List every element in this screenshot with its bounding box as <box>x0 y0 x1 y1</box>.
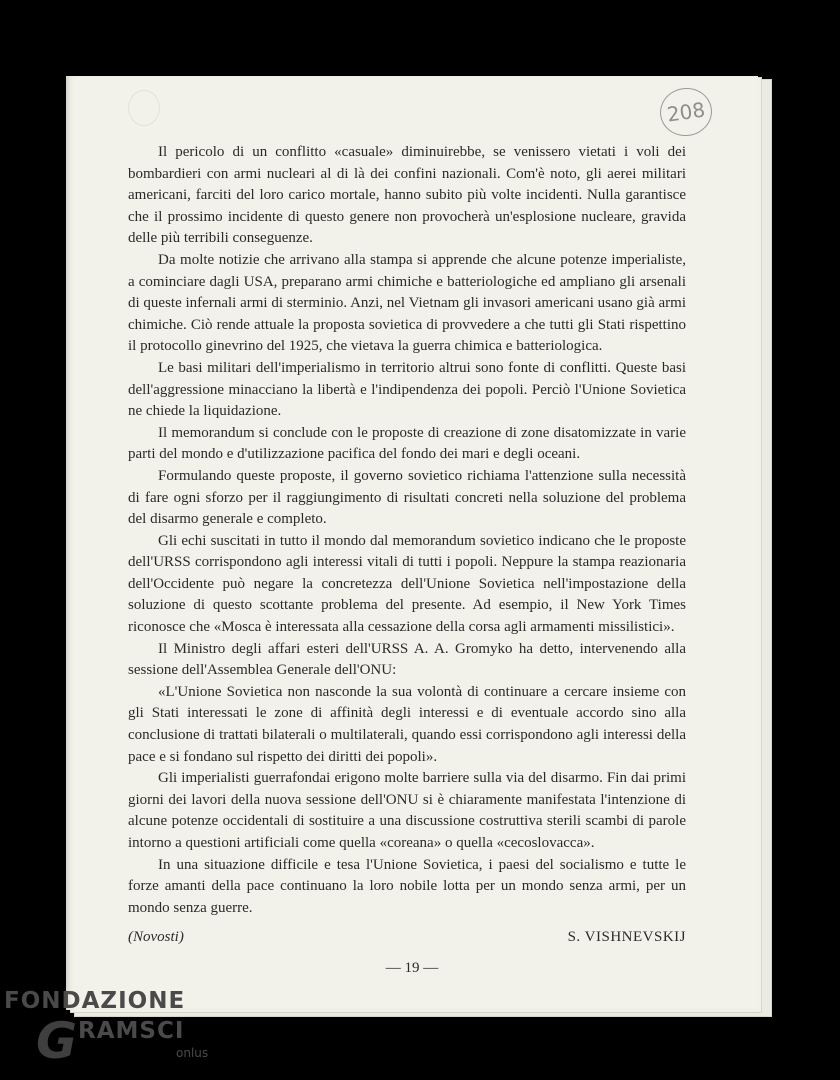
handwritten-page-number-text: 208 <box>665 97 707 127</box>
paragraph: In una situazione difficile e tesa l'Unione Sovietica, i paesi del socialismo e tutte le forze amanti della pace continuano la loro nobile lotta per un mondo senza armi, per un mondo senza guerre. <box>128 856 686 916</box>
watermark-line-1: FONDAZIONE <box>4 988 186 1014</box>
page-folio: — 19 — <box>385 960 439 976</box>
faint-stamp-mark <box>128 90 160 126</box>
fondazione-gramsci-watermark <box>4 988 234 1068</box>
paragraph: Da molte notizie che arrivano alla stampa si apprende che alcune potenze imperialiste, a cominciare dagli USA, preparano armi chimiche e batteriologiche ed ampliano gli arsenali di queste infernali armi di sterminio. Anzi, nel Vietnam gli invasori americani usano già armi chimiche. Ciò rende attuale la proposta sovietica di provvedere a che tutti gli Stati rispettino il protocollo ginevrino del 1925, che vietava la guerra chimica e batteriologica. <box>128 251 686 355</box>
paragraph: Gli echi suscitati in tutto il mondo dal memorandum sovietico indicano che le proposte dell'URSS corrispondono agli interessi vitali di tutti i popoli. Neppure la stampa reazionaria dell'Occidente può negare la concretezza dell'Unione Sovietica nell'impostazione della soluzione di questo scottante problema del presente. Ad esempio, il New York Times riconosce che «Mosca è interessata alla cessazione della corsa agli armamenti missilistici». <box>128 532 686 636</box>
document-page <box>66 76 758 1010</box>
quote-paragraph: «L'Unione Sovietica non nasconde la sua volontà di continuare a cercare insieme con gli Stati interessati le zone di affinità degli interessi e di eventuale accordo sino alla conclusione di trattati bilaterali o multilaterali, quando essi corrispondono agli interessi della pace e si fondano sul rispetto dei diritti dei popoli». <box>128 683 686 765</box>
paragraph: Le basi militari dell'imperialismo in territorio altrui sono fonte di conflitti. Queste basi dell'aggressione minacciano la libertà e l'indipendenza dei popoli. Perciò l'Unione Sovietica ne chiede la liquidazione. <box>128 359 686 420</box>
paragraph: Formulando queste proposte, il governo sovietico richiama l'attenzione sulla necessità di fare ogni sforzo per il raggiungimento di risultati concreti nella soluzione del problema del disarmo generale e completo. <box>128 467 686 528</box>
author-name: S. VISHNEVSKIJ <box>567 929 686 945</box>
article-body <box>128 142 686 919</box>
document-page-stack <box>66 76 770 1016</box>
paragraph: Il Ministro degli affari esteri dell'URSS A. A. Gromyko ha detto, intervenendo alla sessione dell'Assemblea Generale dell'ONU: <box>128 640 686 679</box>
paragraph: Il memorandum si conclude con le proposte di creazione di zone disatomizzate in varie parti del mondo e d'utilizzazione pacifica del fondo dei mari e degli oceani. <box>128 424 686 463</box>
watermark-line-3: onlus <box>176 1046 209 1060</box>
news-agency-source: (Novosti) <box>128 929 184 945</box>
watermark-line-2: RAMSCI <box>78 1018 185 1044</box>
paragraph: Il pericolo di un conflitto «casuale» diminuirebbe, se venissero vietati i voli dei bombardieri con armi nucleari al di là dei confini nazionali. Com'è noto, gli aerei militari americani, farciti del loro carico mortale, hanno subito più volte incidenti. Nulla garantisce che il prossimo incidente di questo genere non provocherà un'esplosione nucleare, gravida delle più terribili conseguenze. <box>128 144 686 247</box>
paragraph: Gli imperialisti guerrafondai erigono molte barriere sulla via del disarmo. Fin dai primi giorni dei lavori della nuova sessione dell'ONU si è chiaramente manifestata l'intenzione di alcune potenze occidentali di sostituire a una discussione costruttiva sterili scambi di parole intorno a questioni artificiali come quella «coreana» o quella «cecoslovacca». <box>128 770 686 851</box>
watermark-g-logo: G <box>36 1012 78 1070</box>
article-signoff <box>128 929 686 946</box>
handwritten-page-number <box>657 85 715 140</box>
